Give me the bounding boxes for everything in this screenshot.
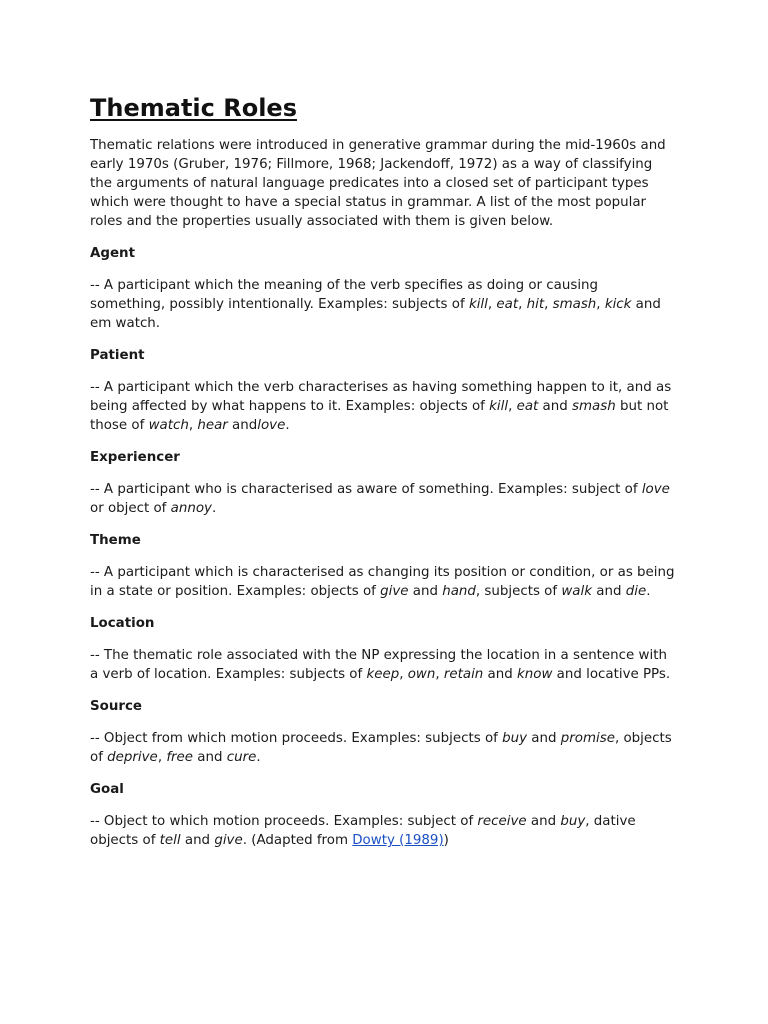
role-description-patient (90, 378, 676, 435)
role-heading-agent: Agent (90, 246, 135, 261)
description-text: -- A participant who is characterised as aware of something. Examples: subject of (90, 482, 642, 497)
example-verb: watch (148, 418, 189, 433)
description-text: -- A participant which the verb characterises as having something happen to it, and as being affected by what happens to it. Examples: objects of (90, 380, 672, 414)
description-text: , (596, 297, 605, 312)
example-verb: eat (496, 297, 519, 312)
description-text: -- The thematic role associated with the NP expressing the location in a sentence with a verb of location. Examples: subjects of (90, 648, 667, 682)
example-verb: die (625, 584, 647, 599)
example-verb: tell (159, 833, 181, 848)
description-text: and (408, 584, 443, 599)
description-text: but not those of (90, 399, 669, 433)
description-text: , (508, 399, 517, 414)
description-text: and (180, 833, 215, 848)
description-text: and (527, 731, 561, 746)
description-text: and (483, 667, 518, 682)
description-text: . (646, 584, 651, 599)
example-verb: own (407, 667, 436, 682)
example-verb: promise (560, 731, 615, 746)
example-verb: love (641, 482, 670, 497)
example-verb: smash (572, 399, 616, 414)
role-heading-location: Location (90, 616, 155, 631)
description-text: or object of (90, 501, 171, 516)
description-text: , objects of (90, 731, 672, 765)
example-verb: kill (468, 297, 488, 312)
example-verb: receive (477, 814, 527, 829)
page-title: Thematic Roles (90, 94, 297, 122)
description-text: and (526, 814, 561, 829)
example-verb: buy (560, 814, 586, 829)
description-text: and (592, 584, 626, 599)
description-text: , dative objects of (90, 814, 636, 848)
description-text: and locative PPs. (552, 667, 671, 682)
description-text: and (538, 399, 573, 414)
description-text: ) (443, 833, 449, 848)
example-verb: annoy (170, 501, 212, 516)
description-text: -- Object to which motion proceeds. Examples: subject of (90, 814, 478, 829)
roles-list (90, 244, 676, 850)
description-text: . (285, 418, 290, 433)
example-verb: love (257, 418, 286, 433)
example-verb: kill (489, 399, 509, 414)
role-description-location (90, 646, 676, 684)
role-heading-goal: Goal (90, 782, 124, 797)
example-verb: deprive (107, 750, 158, 765)
example-verb: hand (442, 584, 476, 599)
intro-paragraph: Thematic relations were introduced in generative grammar during the mid-1960s and early 1970s (Gruber, 1976; Fillmore, 1968; Jackendoff, 1972) as a way of classifying the arguments of natural language predicates into a closed set of participant types which were thought to have a special status in grammar. A list of the most popular roles and the properties usually associated with them is given below. (90, 138, 666, 229)
description-text: , (487, 297, 497, 312)
description-text: and (227, 418, 258, 433)
example-verb: buy (502, 731, 528, 746)
description-text: and (193, 750, 227, 765)
example-verb: smash (552, 297, 597, 312)
description-text: and em watch. (90, 297, 661, 331)
description-text: . (211, 501, 217, 516)
role-heading-experiencer: Experiencer (90, 450, 180, 465)
role-description-source (90, 729, 676, 767)
description-text: . (256, 750, 261, 765)
description-text: , (435, 667, 444, 682)
example-verb: kick (604, 297, 632, 312)
example-verb: retain (443, 667, 484, 682)
example-verb: hear (197, 418, 228, 433)
role-description-goal (90, 812, 676, 850)
role-heading-source: Source (90, 699, 142, 714)
role-description-agent (90, 276, 676, 333)
description-text: , (157, 750, 167, 765)
description-text: , (518, 297, 527, 312)
example-verb: walk (561, 584, 592, 599)
example-verb: give (380, 584, 409, 599)
example-verb: free (166, 750, 194, 765)
role-description-theme (90, 563, 676, 601)
description-text: . (Adapted from (242, 833, 353, 848)
description-text: -- A participant which the meaning of the verb specifies as doing or causing something, possibly intentionally. Examples: subjects of (90, 278, 599, 312)
description-text: , (544, 297, 553, 312)
description-text: , (399, 667, 408, 682)
example-verb: give (214, 833, 243, 848)
citation-link[interactable]: Dowty (1989) (352, 833, 444, 848)
example-verb: keep (366, 667, 400, 682)
example-verb: know (517, 667, 553, 682)
description-text: , (188, 418, 198, 433)
description-text: , subjects of (475, 584, 562, 599)
description-text: -- Object from which motion proceeds. Examples: subjects of (90, 731, 503, 746)
example-verb: cure (226, 750, 257, 765)
example-verb: hit (526, 297, 545, 312)
description-text: -- A participant which is characterised as changing its position or condition, or as being in a state or position. Examples: objects of (90, 565, 675, 599)
example-verb: eat (516, 399, 539, 414)
role-heading-patient: Patient (90, 348, 145, 363)
role-description-experiencer (90, 480, 676, 518)
role-heading-theme: Theme (90, 533, 141, 548)
document-page (90, 92, 676, 863)
